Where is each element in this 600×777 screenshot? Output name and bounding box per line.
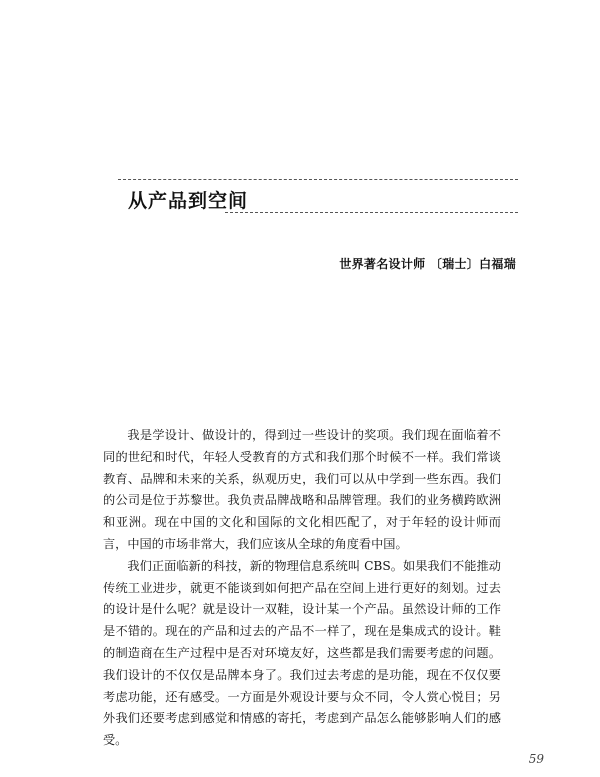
author-byline: 世界著名设计师 〔瑞士〕白福瑞 bbox=[339, 257, 516, 271]
bottom-divider bbox=[225, 212, 518, 213]
paragraph: 我是学设计、做设计的，得到过一些设计的奖项。我们现在面临着不同的世纪和时代，年轻人受教育的方式和我们那个时候不一样。我们常谈教育、品牌和未来的关系，纵观历史，我们可以从中学到一些东西。我们的公司是位于苏黎世。我负责品牌战略和品牌管理。我们的业务横跨欧洲和亚洲。现在中国的文化和国际的文化相匹配了，对于年轻的设计师而言，中国的市场非常大，我们应该从全球的角度看中国。 bbox=[103, 428, 501, 551]
article-title: 从产品到空间 bbox=[128, 190, 249, 212]
page-number: 59 bbox=[528, 752, 544, 766]
paragraph: 我们正面临新的科技，新的物理信息系统叫 CBS。如果我们不能推动传统工业进步，就更不能谈到如何把产品在空间上进行更好的刻划。过去的设计是什么呢？就是设计一双鞋，设计某一个产品。虽然设计师的工作是不错的。现在的产品和过去的产品不一样了，现在是集成式的设计。鞋的制造商在生产过程中是否对环境友好，这些都是我们需要考虑的问题。我们设计的不仅仅是品牌本身了。我们过去考虑的是功能，现在不仅仅要考虑功能，还有感受。一方面是外观设计要与众不同，令人赏心悦目；另外我们还要考虑到感觉和情感的寄托，考虑到产品怎么能够影响人们的感受。 bbox=[103, 558, 501, 748]
top-divider bbox=[118, 179, 518, 180]
article-body bbox=[103, 425, 501, 752]
